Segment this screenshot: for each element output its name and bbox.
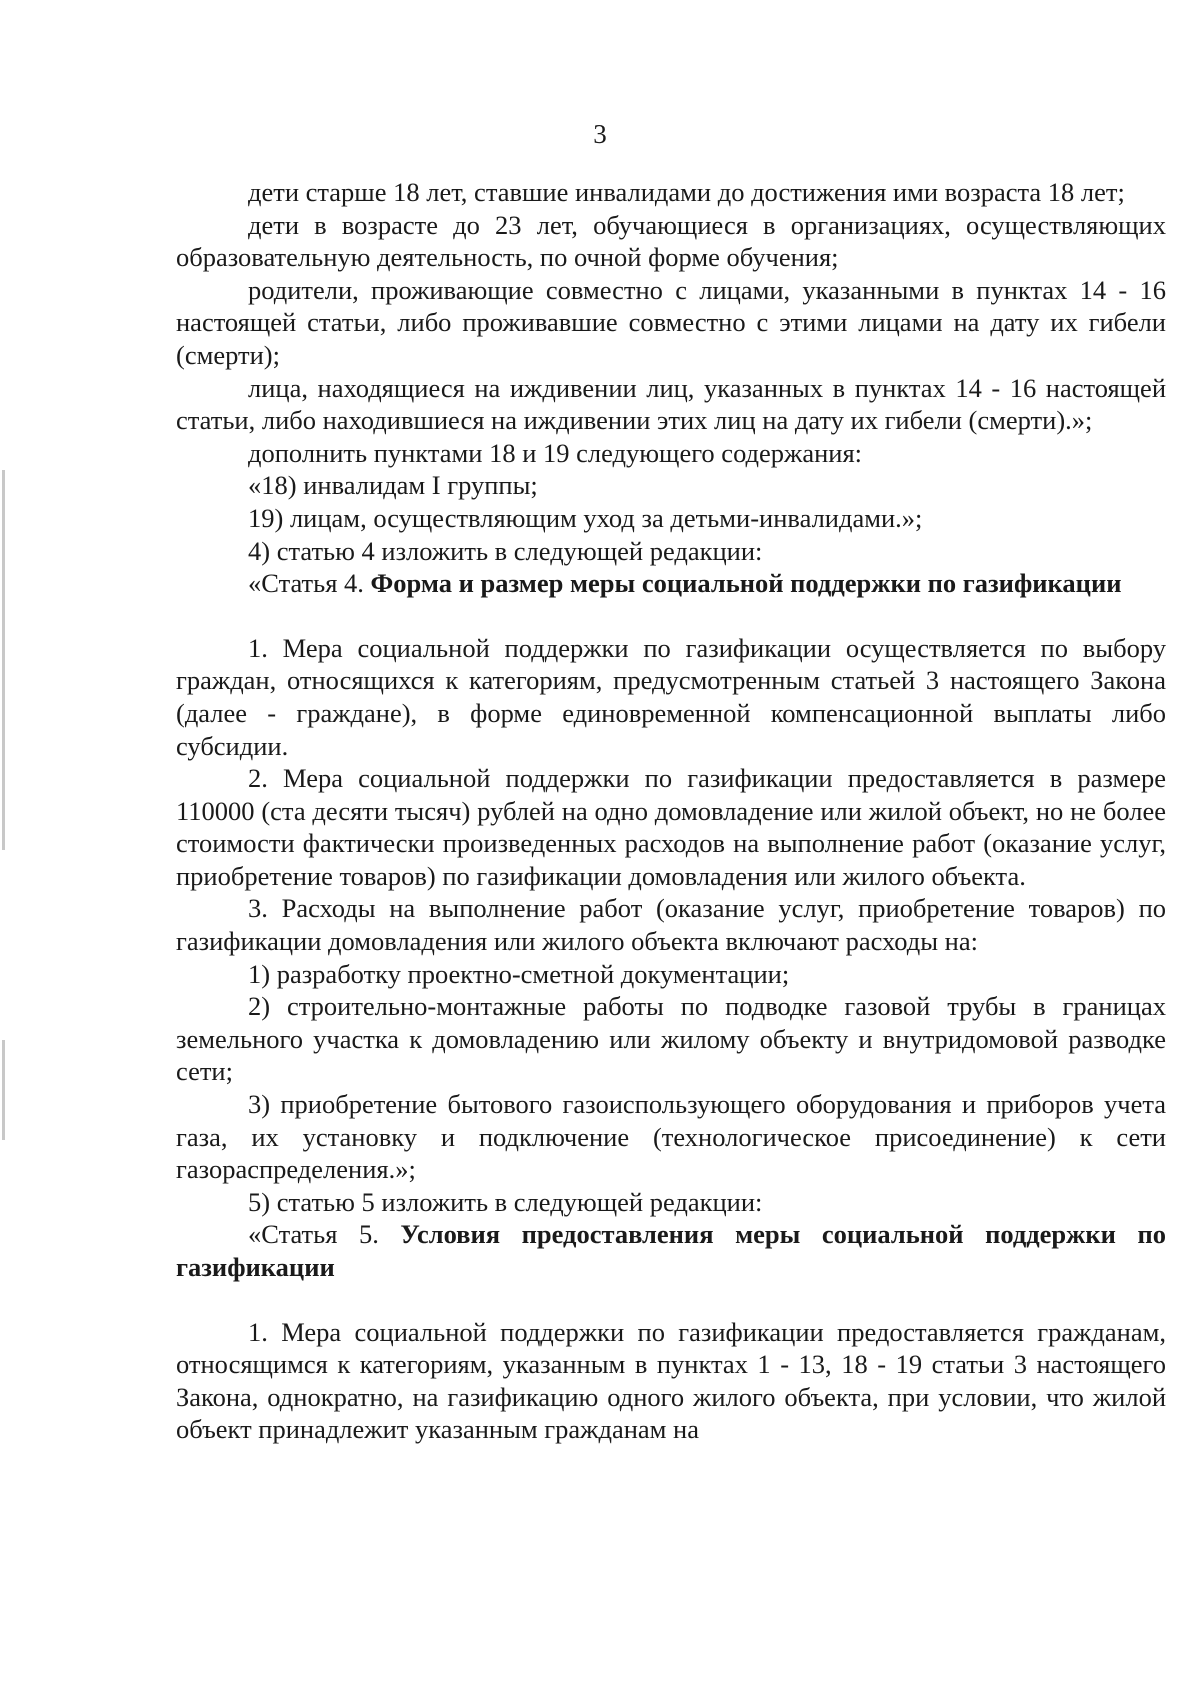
- paragraph: 3. Расходы на выполнение работ (оказание услуг, приобретение товаров) по газификации домовладения или жилого объекта включают расходы на:: [176, 893, 1166, 957]
- article-4-prefix: «Статья 4.: [248, 568, 371, 599]
- paragraph: дети в возрасте до 23 лет, обучающиеся в организациях, осуществляющих образовательную деятельность, по очной форме обучения;: [176, 209, 1166, 273]
- paragraph: 19) лицам, осуществляющим уход за детьми-инвалидами.»;: [248, 502, 923, 533]
- paragraph: 1. Мера социальной поддержки по газификации предоставляется гражданам, относящимся к категориям, указанным в пунктах 1 - 13, 18 - 19 статьи 3 настоящего Закона, однократно, на газификацию одного жилого объекта, при условии, что жилой объект принадлежит указанным гражданам на: [176, 1316, 1166, 1445]
- page-number: 3: [593, 119, 607, 149]
- paragraph: 3) приобретение бытового газоиспользующего оборудования и приборов учета газа, их установку и подключение (технологическое присоединение) к сети газораспределения.»;: [176, 1089, 1166, 1185]
- paragraph: 2. Мера социальной поддержки по газификации предоставляется в размере 110000 (ста десяти тысяч) рублей на одно домовладение или жилой объект, но не более стоимости фактически произведенных расходов на выполнение работ (оказание услуг, приобретение товаров) по газификации домовладения или жилого объекта.: [176, 763, 1166, 891]
- article-4-title: Форма и размер меры социальной поддержки по газификации: [370, 568, 1122, 599]
- article-5-prefix: «Статья 5.: [248, 1219, 401, 1250]
- paragraph: 1) разработку проектно-сметной документации;: [248, 958, 790, 989]
- paragraph: 4) статью 4 изложить в следующей редакции:: [248, 535, 763, 566]
- paragraph: 5) статью 5 изложить в следующей редакции:: [248, 1186, 763, 1217]
- paragraph: дети старше 18 лет, ставшие инвалидами до достижения ими возраста 18 лет;: [248, 177, 1125, 207]
- spacer: [176, 600, 1166, 632]
- paragraph: лица, находящиеся на иждивении лиц, указанных в пунктах 14 - 16 настоящей статьи, либо находившиеся на иждивении этих лиц на дату их гибели (смерти).»;: [176, 372, 1166, 436]
- article-4-heading: [176, 567, 1166, 600]
- document-body: [176, 176, 1166, 1446]
- paragraph: 1. Мера социальной поддержки по газификации осуществляется по выбору граждан, относящихся к категориям, предусмотренным статьей 3 настоящего Закона (далее - граждане), в форме единовременной компенсационной выплаты либо субсидии.: [176, 632, 1166, 761]
- article-5-heading: [176, 1218, 1166, 1283]
- article-5-title: Условия предоставления меры социальной поддержки по газификации: [176, 1219, 1166, 1282]
- scan-edge-mark: [2, 470, 5, 850]
- paragraph: дополнить пунктами 18 и 19 следующего содержания:: [248, 437, 863, 468]
- paragraph: «18) инвалидам I группы;: [248, 470, 538, 501]
- scan-edge-mark: [2, 1040, 5, 1140]
- paragraph: родители, проживающие совместно с лицами, указанными в пунктах 14 - 16 настоящей статьи, либо проживавшие совместно с этими лицами на дату их гибели (смерти);: [176, 274, 1166, 370]
- spacer: [176, 1284, 1166, 1316]
- paragraph: 2) строительно-монтажные работы по подводке газовой трубы в границах земельного участка к домовладению или жилому объекту и внутридомовой разводке сети;: [176, 991, 1166, 1087]
